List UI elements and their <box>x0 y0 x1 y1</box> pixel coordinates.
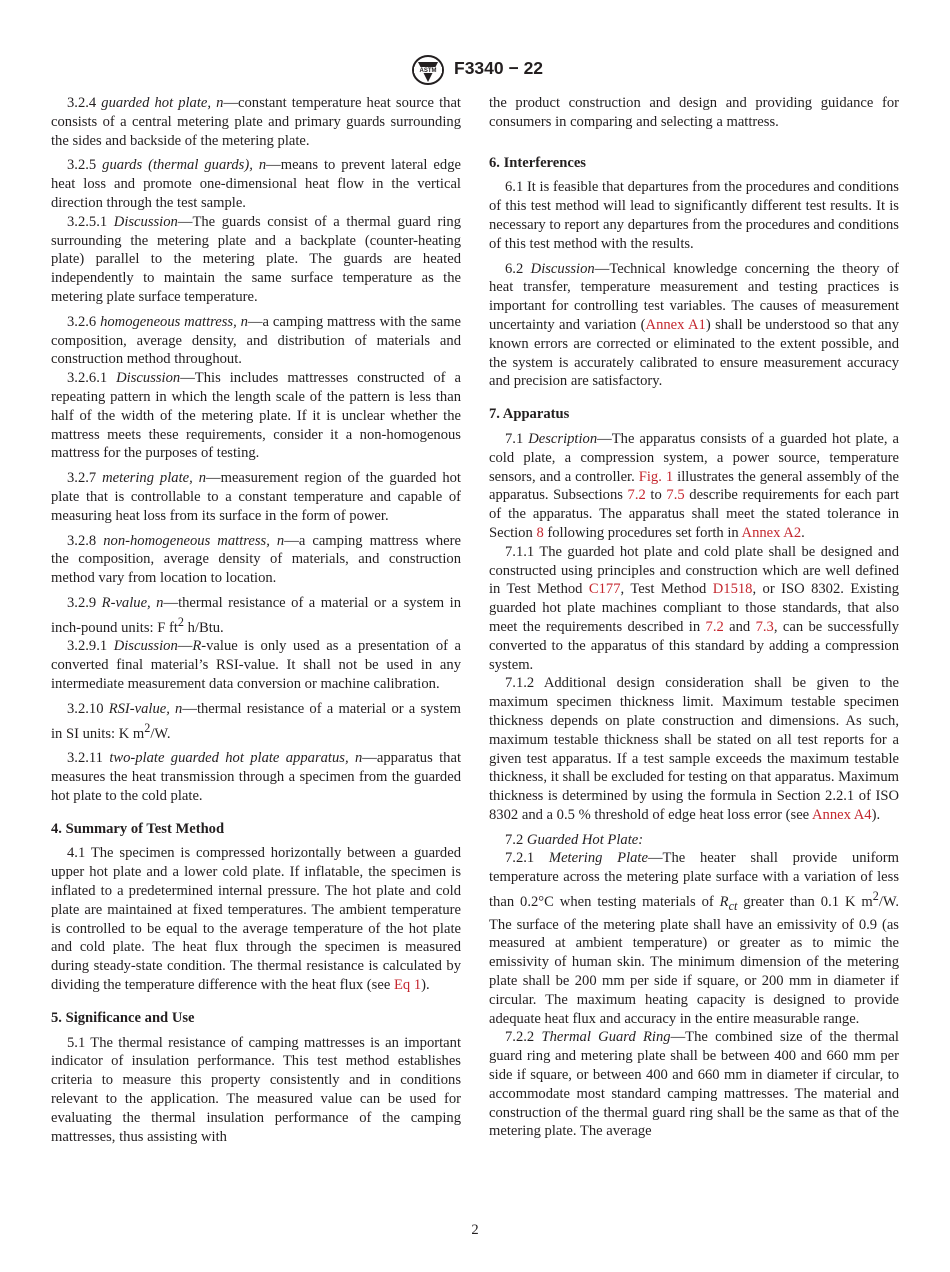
eq-1-link[interactable]: Eq 1 <box>393 976 422 993</box>
definition-3-2-5: 3.2.5 guards (thermal guards), n—means to prevent lateral edge heat loss and promote one-dimensional heat flow in the vertical direction through the test sample. <box>51 157 461 211</box>
section-7-3-link[interactable]: 7.3 <box>755 618 774 635</box>
discussion-3-2-6-1: 3.2.6.1 Discussion—This includes mattresses constructed of a repeating pattern in which the length scale of the pattern is less than half of the width of the metering plate. If it is unclear whether the mattress meets these requirements, consider it a non-homogenous mattress for the purposes of testing. <box>51 370 462 462</box>
paragraph-4-1: 4.1 The specimen is compressed horizontally between a guarded upper hot plate and a lower cold plate. If inflatable, the specimen is inflated to a predetermined internal pressure. The hot plate and cold plate are maintained at fixed temperatures. The ambient temperature is controlled to be equal to the average temperature of the hot plate and cold plate. The heat flux through the specimen is measured during steady-state condition. The thermal resistance is calculated by dividing the temperature difference with the heat flux (see Eq 1). <box>51 845 461 993</box>
annex-a2-link[interactable]: Annex A2 <box>741 524 802 541</box>
section-6-heading: 6. Interferences <box>489 154 586 171</box>
d1518-link[interactable]: D1518 <box>712 581 753 598</box>
fig-1-link[interactable]: Fig. 1 <box>638 468 674 485</box>
definition-3-2-6: 3.2.6 homogeneous mattress, n—a camping mattress with the same composition, average density, and distribution of materials and construction method throughout. <box>51 313 461 368</box>
discussion-3-2-9-1: 3.2.9.1 Discussion—R-value is only used as a presentation of a converted final material’s RSI-value. It shall not be used in any intermediate measurement data conversion or machine calibration. <box>51 638 462 692</box>
paragraph-5-1: 5.1 The thermal resistance of camping mattresses is an important indicator of insulation performance. This test method establishes criteria to measure this property consistently and in conditions relevant to the application. The measured value can be used for evaluating the thermal insulation performance of the camping mattresses, thus assisting with <box>51 1034 461 1145</box>
definition-3-2-9: 3.2.9 R-value, n—thermal resistance of a material or a system in inch-pound units: F $ft^2$ h/Btu. <box>51 594 461 636</box>
paragraph-7-1-1: 7.1.1 The guarded hot plate and cold plate shall be designed and constructed using principles and construction which are well defined in Test Method C177, Test Method D1518, or ISO 8302. Existing guarded hot plate machines compliant to those standards, that also meet the requirements described in 7.2 and 7.3, can be successfully converted to the apparatus of this standard by adding a compression system. <box>489 543 900 673</box>
page-header <box>0 54 950 86</box>
left-column <box>51 94 461 1152</box>
paragraph-5-1-continued: the product construction and design and providing guidance for consumers in comparing and selecting a mattress. <box>489 95 899 130</box>
annex-a4-link[interactable]: Annex A4 <box>812 806 872 823</box>
definition-3-2-4: 3.2.4 guarded hot plate, n—constant temperature heat source that consists of a central metering plate and primary guards surrounding the sides and backside of the metering plate. <box>51 95 461 149</box>
section-7-5-link[interactable]: 7.5 <box>666 487 685 504</box>
definition-3-2-7: 3.2.7 metering plate, n—measurement region of the guarded hot plate that is controllable to a constant temperature and capable of measuring heat loss from its surface in the form of power. <box>51 470 461 524</box>
definition-3-2-8: 3.2.8 non-homogeneous mattress, n—a camping mattress where the composition, average density of materials, and construction method vary from location to location. <box>51 532 461 587</box>
annex-a1-link[interactable]: Annex A1 <box>645 316 706 333</box>
document-id: F3340 − 22 <box>454 58 544 78</box>
section-7-heading: 7. Apparatus <box>489 406 570 423</box>
c177-link[interactable]: C177 <box>588 581 621 598</box>
section-5-heading: 5. Significance and Use <box>51 1009 195 1026</box>
discussion-3-2-5-1: 3.2.5.1 Discussion—The guards consist of a thermal guard ring surrounding the metering plate and a backplate (counter-heating plate) parallel to the metering plate. The guards are heated independently to maintain the same surface temperature as the metering plate surface temperature. <box>51 213 461 305</box>
paragraph-7-2-1: 7.2.1 Metering Plate—The heater shall provide uniform temperature across the metering plate surface with a variation of less than 0.2°C when testing materials of $R_{ct}$ greater than 0.1 K $m^2/W$. The surface of the metering plate shall have an emissivity of 0.9 (as measured at ambient temperature) or greater as to mimic the emissivity of human skin. The minimum dimension of the metering plate shall be 200 mm per side if square, or 200 mm in diameter if circular. The maximum heating capacity is designed to provide adequate heat flux and accuracy in the entire measurable range. <box>489 850 899 1027</box>
paragraph-7-1-2: 7.1.2 Additional design consideration shall be given to the maximum specimen thickness limit. Maximum testable specimen thickness depends on plate construction and dimensions. As such, maximum testable thickness shall be stated on all test reports for a given test apparatus. If a test sample exceeds the maximum testable thickness, it shall be excluded for testing on that apparatus. Maximum thickness is determined by using the formula in Section 2.2.1 of ISO 8302 and a 0.5 % threshold of edge heat loss error (see Annex A4). <box>489 675 899 823</box>
section-4-heading: 4. Summary of Test Method <box>51 820 225 837</box>
section-8-link[interactable]: 8 <box>536 524 544 541</box>
paragraph-7-1: 7.1 Description—The apparatus consists of a guarded hot plate, a cold plate, a compression system, a power source, temperature sensors, and a controller. Fig. 1 illustrates the general assembly of the apparatus. Subsections 7.2 to 7.5 describe requirements for each part of the apparatus. The apparatus shall meet the stated tolerance in Section 8 following procedures set forth in Annex A2. <box>489 430 900 541</box>
page-number: 2 <box>471 1222 479 1238</box>
paragraph-7-2-2: 7.2.2 Thermal Guard Ring—The combined size of the thermal guard ring and metering plate shall be between 400 and 660 mm per side if square, or between 400 and 660 mm in diameter if circular, to accommodate most standard camping mattresses. The material and construction of the thermal guard ring shall be the same as that of the metering plate. The average <box>489 1029 899 1140</box>
section-7-2-link[interactable]: 7.2 <box>627 487 646 504</box>
definition-3-2-11: 3.2.11 two-plate guarded hot plate apparatus, n—apparatus that measures the heat transmission through a specimen from the guarded hot plate to the cold plate. <box>51 750 462 804</box>
right-column <box>489 94 899 1147</box>
svg-text:ASTM: ASTM <box>419 68 437 74</box>
paragraph-6-1: 6.1 It is feasible that departures from the procedures and conditions of this test method will lead to significantly different test results. It is necessary to report any departures from the procedures and conditions of this test method with the results. <box>489 179 899 252</box>
paragraph-7-2: 7.2 Guarded Hot Plate: <box>505 831 644 848</box>
section-7-2-link-2[interactable]: 7.2 <box>705 618 724 635</box>
paragraph-6-2: 6.2 Discussion—Technical knowledge concerning the theory of heat transfer, temperature measurement and testing practices is important for controlling test variables. The causes of measurement uncertainty and variation (Annex A1) shall be understood so that any known errors are corrected or eliminated to the extent possible, and the system is accurately calibrated to ensure measurement accuracy and precision are satisfactory. <box>489 260 899 390</box>
astm-logo-icon <box>410 54 446 86</box>
definition-3-2-10: 3.2.10 RSI-value, n—thermal resistance of a material or a system in SI units: K $m^2/W$. <box>51 700 461 742</box>
